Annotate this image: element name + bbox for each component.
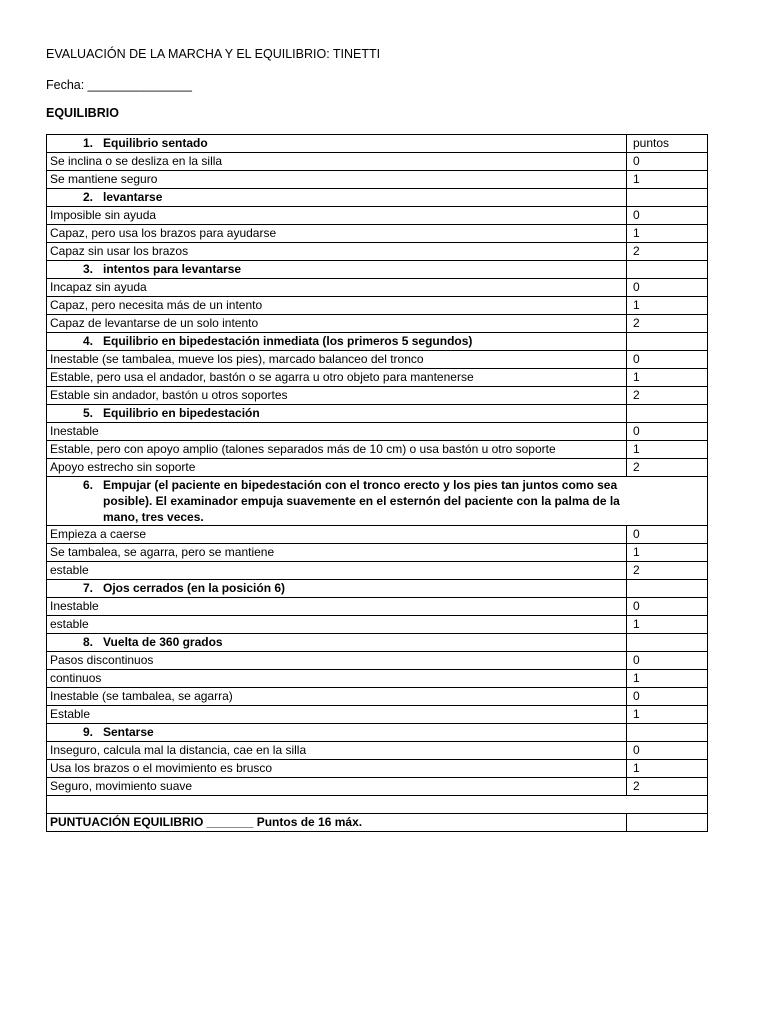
section-number: 9. [82,725,93,739]
criterion-points: 0 [627,423,708,441]
criterion-points: 1 [627,544,708,562]
section-title-cell [47,634,627,652]
criterion-row [47,207,708,225]
section-title-cell [47,477,708,526]
criterion-row [47,544,708,562]
criterion-label: continuos [47,670,627,688]
criterion-row [47,742,708,760]
criterion-points: 0 [627,279,708,297]
section-title-cell [47,189,627,207]
criterion-points: 0 [627,526,708,544]
criterion-label: Capaz de levantarse de un solo intento [47,315,627,333]
criterion-label: Incapaz sin ayuda [47,279,627,297]
section-header-row [47,724,708,742]
criterion-row [47,598,708,616]
points-header-cell: puntos [627,135,708,153]
criterion-label: estable [47,616,627,634]
criterion-row [47,171,708,189]
criterion-label: Inestable (se tambalea, se agarra) [47,688,627,706]
criterion-points: 1 [627,706,708,724]
criterion-points: 0 [627,351,708,369]
section-header-row [47,261,708,279]
criterion-points: 2 [627,243,708,261]
criterion-points: 1 [627,760,708,778]
criterion-row [47,760,708,778]
criterion-row [47,441,708,459]
total-score-field[interactable] [627,814,708,832]
section-title: Sentarse [103,725,154,739]
section-points-cell [627,261,708,279]
section-title: intentos para levantarse [103,262,242,276]
criterion-label: Estable sin andador, bastón u otros soportes [47,387,627,405]
section-title: Equilibrio en bipedestación inmediata (los primeros 5 segundos) [103,334,473,348]
criterion-points: 0 [627,688,708,706]
section-number: 2. [82,190,93,204]
criterion-points: 2 [627,459,708,477]
criterion-points: 0 [627,207,708,225]
section-header-row [47,135,708,153]
section-number: 7. [82,581,93,595]
criterion-label: Capaz, pero usa los brazos para ayudarse [47,225,627,243]
section-header-row [47,405,708,423]
criterion-label: Capaz sin usar los brazos [47,243,627,261]
criterion-points: 0 [627,598,708,616]
criterion-points: 1 [627,670,708,688]
criterion-points: 1 [627,441,708,459]
total-score-label: PUNTUACIÓN EQUILIBRIO _______ Puntos de 16 máx. [47,814,627,832]
criterion-row [47,279,708,297]
section-title: Equilibrio en bipedestación [103,406,260,420]
section-header-row [47,333,708,351]
section-number: 8. [82,635,93,649]
criterion-label: Capaz, pero necesita más de un intento [47,297,627,315]
section-title: Empujar (el paciente en bipedestación con el tronco erecto y los pies tan juntos como sea posible). El examinador empuja suavemente en el esternón del paciente con la palma de la mano, tres veces. [103,478,620,524]
section-title: Ojos cerrados (en la posición 6) [103,581,286,595]
criterion-row [47,369,708,387]
criterion-points: 0 [627,153,708,171]
criterion-label: Estable [47,706,627,724]
criterion-label: Inestable [47,423,627,441]
section-title-block [50,477,704,525]
criterion-points: 0 [627,652,708,670]
section-header-row [47,580,708,598]
criterion-points: 1 [627,171,708,189]
section-points-cell [627,580,708,598]
criterion-points: 1 [627,225,708,243]
criterion-row [47,351,708,369]
spacer-cell [47,796,708,814]
section-number: 3. [82,262,93,276]
section-title-cell [47,724,627,742]
criterion-row [47,459,708,477]
section-title-cell [47,333,627,351]
criterion-row [47,652,708,670]
criterion-row [47,297,708,315]
criterion-label: Inestable (se tambalea, mueve los pies), marcado balanceo del tronco [47,351,627,369]
criterion-label: Estable, pero usa el andador, bastón o se agarra u otro objeto para mantenerse [47,369,627,387]
criterion-label: Pasos discontinuos [47,652,627,670]
criterion-row [47,688,708,706]
balance-assessment-table [46,134,708,832]
section-number: 1. [82,136,93,150]
section-points-cell [627,333,708,351]
section-number: 4. [82,334,93,348]
section-number: 5. [82,406,93,420]
criterion-row [47,423,708,441]
criterion-row [47,243,708,261]
criterion-row [47,562,708,580]
criterion-label: Empieza a caerse [47,526,627,544]
section-title: Equilibrio sentado [103,136,208,150]
criterion-row [47,153,708,171]
total-score-row [47,814,708,832]
section-title-cell [47,261,627,279]
criterion-points: 2 [627,562,708,580]
section-header-row [47,189,708,207]
section-points-cell [627,724,708,742]
section-points-cell [627,634,708,652]
criterion-label: Inseguro, calcula mal la distancia, cae en la silla [47,742,627,760]
criterion-row [47,526,708,544]
criterion-points: 0 [627,742,708,760]
criterion-points: 1 [627,616,708,634]
document-title: EVALUACIÓN DE LA MARCHA Y EL EQUILIBRIO: TINETTI [46,47,381,61]
section-header-row [47,634,708,652]
section-number: 6. [82,478,93,492]
criterion-label: Se tambalea, se agarra, pero se mantiene [47,544,627,562]
criterion-label: Se mantiene seguro [47,171,627,189]
section-title-cell [47,135,627,153]
criterion-label: Seguro, movimiento suave [47,778,627,796]
criterion-label: Estable, pero con apoyo amplio (talones separados más de 10 cm) o usa bastón u otro soporte [47,441,627,459]
criterion-row [47,387,708,405]
criterion-label: Imposible sin ayuda [47,207,627,225]
criterion-label: Inestable [47,598,627,616]
criterion-label: Usa los brazos o el movimiento es brusco [47,760,627,778]
criterion-label: estable [47,562,627,580]
criterion-points: 1 [627,369,708,387]
section-header-row [47,477,708,526]
criterion-label: Se inclina o se desliza en la silla [47,153,627,171]
section-title-cell [47,405,627,423]
section-title: levantarse [103,190,163,204]
section-points-cell [627,405,708,423]
section-title: Vuelta de 360 grados [103,635,223,649]
criterion-row [47,670,708,688]
criterion-row [47,778,708,796]
date-field-line: Fecha: _______________ [46,78,192,92]
criterion-row [47,315,708,333]
criterion-points: 1 [627,297,708,315]
section-heading: EQUILIBRIO [46,106,119,120]
spacer-row [47,796,708,814]
criterion-points: 2 [627,315,708,333]
criterion-row [47,225,708,243]
criterion-points: 2 [627,778,708,796]
criterion-points: 2 [627,387,708,405]
criterion-row [47,616,708,634]
section-points-cell [627,189,708,207]
criterion-row [47,706,708,724]
criterion-label: Apoyo estrecho sin soporte [47,459,627,477]
section-title-cell [47,580,627,598]
